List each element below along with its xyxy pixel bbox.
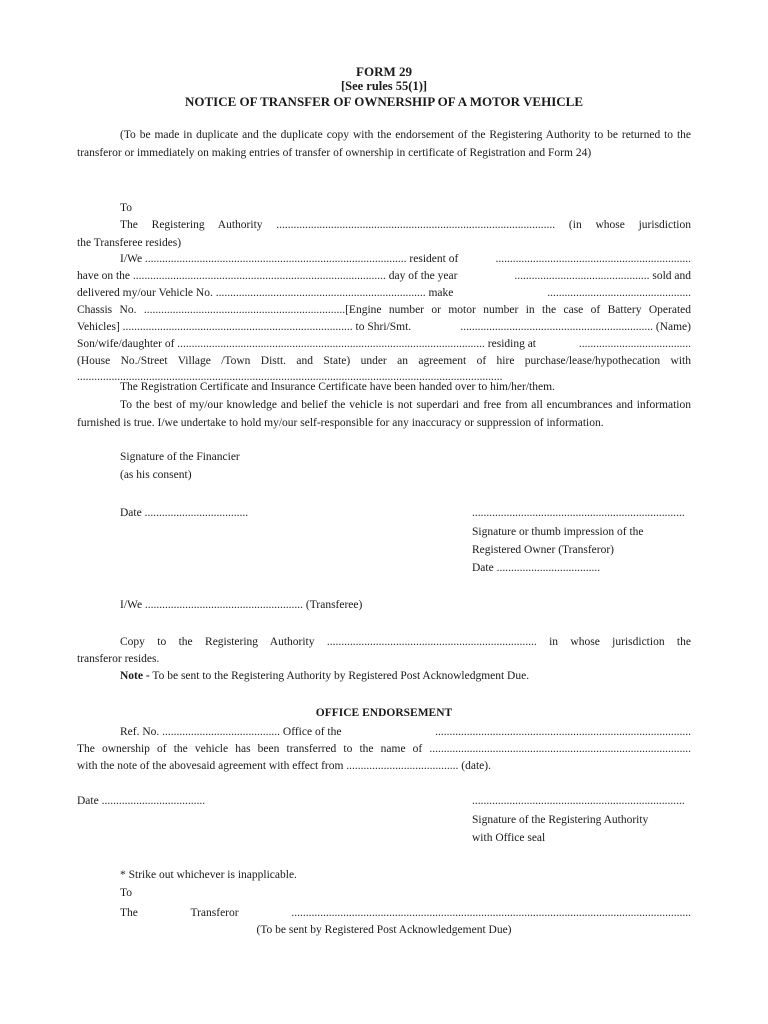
form-rule: [See rules 55(1)] <box>340 79 428 93</box>
body-line-1 <box>77 250 691 268</box>
body-line-4: Chassis No. ......................................................................[Engine number or motor number in the case of Battery Operated <box>77 304 691 316</box>
intro-paragraph: (To be made in duplicate and the duplicate copy with the endorsement of the Registering Authority to be returned to the transferor or immediately on making entries of transfer of ownership in certificate of Registration and Form 24) <box>77 129 691 159</box>
transferee-line: I/We ....................................................... (Transferee) <box>120 599 363 611</box>
body-line-6a: Son/wife/daughter of ........................................................................................................... residing at <box>77 338 537 350</box>
body-line-5b: ................................................................... (Name) <box>460 321 691 333</box>
body-line-3a: delivered my/our Vehicle No. ......................................................................... make <box>77 287 454 299</box>
body-line-2a: have on the ........................................................................................ day of the year <box>77 270 458 282</box>
address-to: To <box>120 202 132 214</box>
body-line-3 <box>77 284 691 302</box>
body-line-6b: ....................................... <box>578 338 691 350</box>
body-line-7: (House No./Street Village /Town Distt. and State) under an agreement of hire purchase/lease/hypothecation with <box>77 355 691 367</box>
form-title: NOTICE OF TRANSFER OF OWNERSHIP OF A MOTOR VEHICLE <box>184 94 583 109</box>
office-line-1a: Ref. No. ......................................... Office of the <box>120 726 342 738</box>
authority-line: The Registering Authority ................................................................................................. (in whose jurisdiction <box>120 219 691 231</box>
owner-signature-block <box>472 504 692 577</box>
note-line <box>77 667 691 685</box>
office-line-2: The ownership of the vehicle has been transferred to the name of ........................................................................................... <box>77 743 691 755</box>
financier-consent: (as his consent) <box>120 469 192 481</box>
body-line-1b: .................................................................... <box>495 253 691 265</box>
footer-transferor: The Transferor ........................................................................................................................................... <box>120 907 691 919</box>
financier-date: Date .................................... <box>120 507 249 519</box>
declaration-paragraph: To the best of my/our knowledge and belief the vehicle is not superdari and free from all encumbrances and information furnished is true. I/we undertake to hold my/our self-responsible for any inaccuracy or suppression of information. <box>77 399 691 429</box>
copy-line-cont: transferor resides. <box>77 653 160 665</box>
form-number: FORM 29 <box>356 64 412 79</box>
body-line-2 <box>77 267 691 285</box>
office-line-1 <box>77 723 691 741</box>
strike-out-note: * Strike out whichever is inapplicable. <box>120 869 297 881</box>
office-seal-label: with Office seal <box>472 832 546 844</box>
financier-label: Signature of the Financier <box>120 451 240 463</box>
copy-line: Copy to the Registering Authority ......................................................................... in whose jurisdiction the <box>120 636 691 648</box>
office-date: Date .................................... <box>77 795 206 807</box>
body-line-1a: I/We ........................................................................................... resident of <box>120 253 459 265</box>
owner-signature-label: Signature or thumb impression of the <box>472 526 644 538</box>
certificates-statement: The Registration Certificate and Insurance Certificate have been handed over to him/her/them. <box>120 381 555 393</box>
authority-signature-dots: .......................................................................... <box>472 795 685 807</box>
authority-signature-block <box>472 792 692 847</box>
body-line-6 <box>77 335 691 353</box>
footer-sent-note: (To be sent by Registered Post Acknowledgement Due) <box>256 924 512 936</box>
authority-signature-label: Signature of the Registering Authority <box>472 814 649 826</box>
financier-signature <box>77 448 691 484</box>
body-line-3b: .................................................. <box>547 287 691 299</box>
body-line-8: .................................................................................................................................................... <box>77 371 503 383</box>
owner-date: Date .................................... <box>472 562 601 574</box>
body-line-2b: ............................................... sold and <box>514 270 691 282</box>
owner-label: Registered Owner (Transferor) <box>472 544 615 556</box>
office-endorsement-heading: OFFICE ENDORSEMENT <box>315 707 453 719</box>
authority-cont: the Transferee resides) <box>77 237 182 249</box>
body-line-5a: Vehicles] ................................................................................ to Shri/Smt. <box>77 321 412 333</box>
office-line-1b: ......................................................................................... <box>435 726 691 738</box>
body-line-5 <box>77 318 691 336</box>
owner-signature-dots: .......................................................................... <box>472 507 685 519</box>
note-text: To be sent to the Registering Authority by Registered Post Acknowledgment Due. <box>149 670 530 682</box>
office-line-3: with the note of the abovesaid agreement with effect from ....................................... (date). <box>77 760 491 772</box>
footer-to: To <box>120 887 132 899</box>
note-label: Note - <box>120 670 150 682</box>
